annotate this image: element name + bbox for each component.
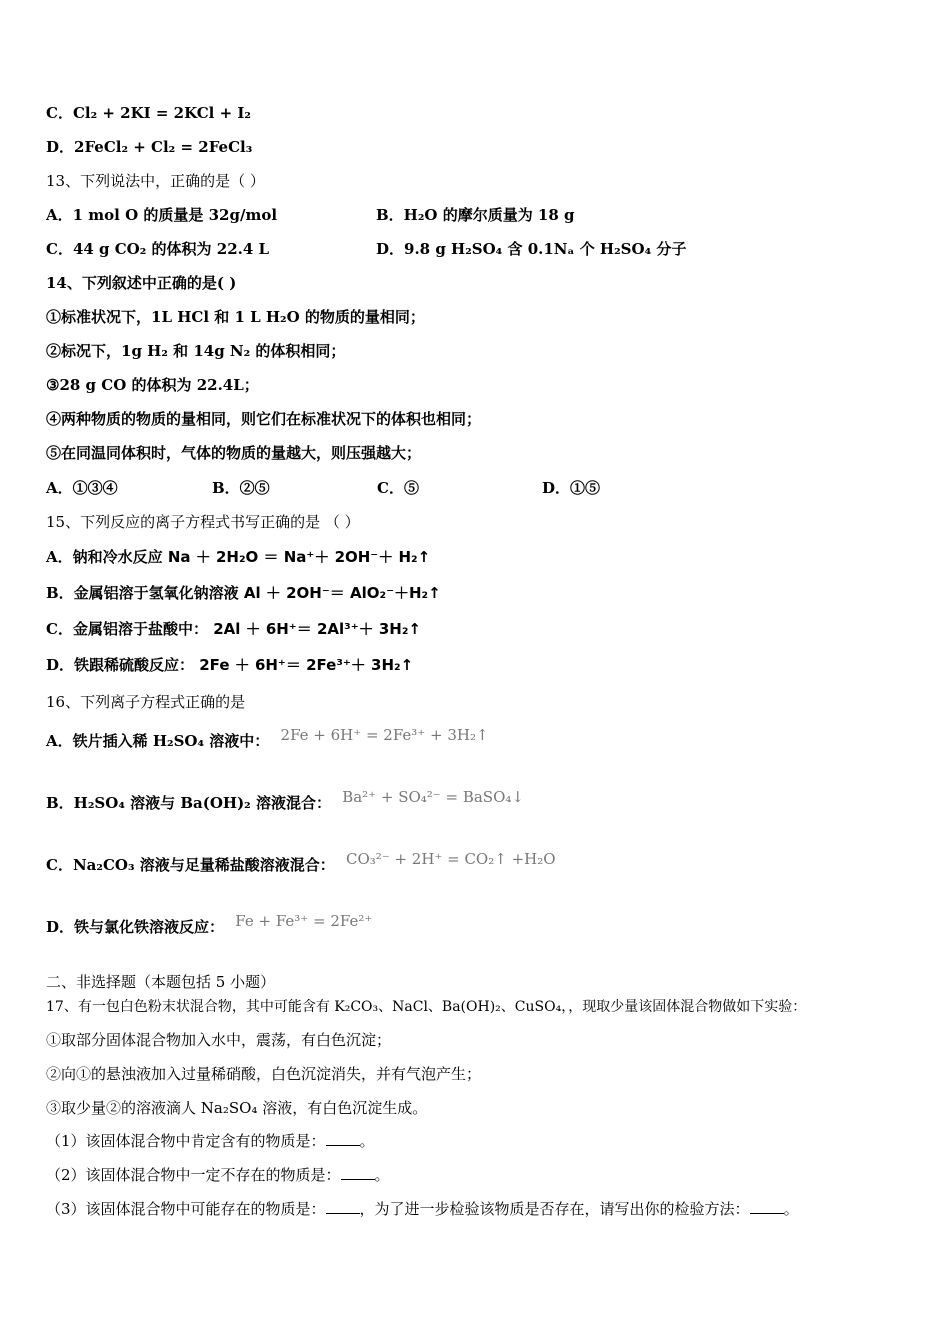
q14-option-b: B．②⑤ bbox=[212, 479, 270, 497]
q15-option-d bbox=[46, 654, 413, 676]
q16-option-b bbox=[46, 788, 524, 814]
q17-stem: 17、有一包白色粉末状混合物，其中可能含有 K₂CO₃、NaCl、Ba(OH)₂、CuSO₄，，现取少量该固体混合物做如下实验： bbox=[46, 999, 807, 1015]
q13-option-c: C．44 g CO₂ 的体积为 22.4 L bbox=[46, 240, 270, 258]
answer-blank[interactable] bbox=[326, 1131, 360, 1146]
q16-option-a-text: A．铁片插入稀 H₂SO₄ 溶液中： bbox=[46, 732, 270, 750]
q16-option-c-equation: CO₃²⁻ + 2H⁺ = CO₂↑ +H₂O bbox=[345, 850, 556, 868]
q13-option-b: B．H₂O 的摩尔质量为 18 g bbox=[376, 206, 575, 224]
q16-option-c bbox=[46, 850, 556, 876]
q14-option-d: D．①⑤ bbox=[542, 479, 601, 497]
q15-option-d-text: D．铁跟稀硫酸反应： bbox=[46, 656, 195, 674]
q15-stem: 15、下列反应的离子方程式书写正确的是 （ ） bbox=[46, 513, 360, 531]
q16-option-d bbox=[46, 912, 373, 938]
answer-blank[interactable] bbox=[326, 1199, 360, 1214]
q15-option-b-equation: Al ＋ 2OH⁻＝ AlO₂⁻＋H₂↑ bbox=[243, 584, 441, 602]
q13-option-d: D．9.8 g H₂SO₄ 含 0.1Nₐ 个 H₂SO₄ 分子 bbox=[376, 240, 687, 258]
q17-subquestion-3 bbox=[46, 1198, 799, 1220]
q14-item-3: ③28 g CO 的体积为 22.4L； bbox=[46, 376, 259, 394]
q15-option-b bbox=[46, 582, 441, 604]
q15-option-c-equation: 2Al ＋ 6H⁺＝ 2Al³⁺＋ 3H₂↑ bbox=[213, 620, 421, 638]
answer-blank[interactable] bbox=[750, 1199, 784, 1214]
q17-sub2-prompt: （2）该固体混合物中一定不存在的物质是： bbox=[46, 1166, 341, 1184]
q16-option-b-text: B．H₂SO₄ 溶液与 Ba(OH)₂ 溶液混合： bbox=[46, 794, 331, 812]
answer-blank[interactable] bbox=[341, 1165, 375, 1180]
q14-item-4: ④两种物质的物质的量相同，则它们在标准状况下的体积也相同； bbox=[46, 410, 482, 428]
q12-option-c: C．Cl₂ + 2KI = 2KCl + I₂ bbox=[46, 104, 251, 122]
q17-sub3-middle: ，为了进一步检验该物质是否存在，请写出你的检验方法： bbox=[359, 1200, 750, 1218]
q15-option-c-text: C．金属铝溶于盐酸中： bbox=[46, 620, 208, 638]
q17-sub2-end: 。 bbox=[374, 1166, 390, 1184]
q17-sub1-prompt: （1）该固体混合物中肯定含有的物质是： bbox=[46, 1132, 326, 1150]
q15-option-d-equation: 2Fe ＋ 6H⁺＝ 2Fe³⁺＋ 3H₂↑ bbox=[199, 656, 414, 674]
q14-option-a: A．①③④ bbox=[46, 479, 118, 497]
q16-option-b-equation: Ba²⁺ + SO₄²⁻ = BaSO₄↓ bbox=[342, 788, 524, 806]
q17-step-2: ②向①的悬浊液加入过量稀硝酸，白色沉淀消失，并有气泡产生； bbox=[46, 1065, 482, 1083]
q14-stem: 14、下列叙述中正确的是( ) bbox=[46, 274, 237, 292]
q17-sub3-end: 。 bbox=[783, 1200, 799, 1218]
q17-subquestion-2 bbox=[46, 1164, 390, 1186]
q16-option-a bbox=[46, 726, 489, 752]
q16-stem: 16、下列离子方程式正确的是 bbox=[46, 693, 246, 711]
q15-option-c bbox=[46, 618, 421, 640]
q16-option-d-text: D．铁与氯化铁溶液反应： bbox=[46, 918, 225, 936]
q13-stem: 13、下列说法中，正确的是（ ） bbox=[46, 172, 265, 190]
q16-option-d-equation: Fe + Fe³⁺ = 2Fe²⁺ bbox=[235, 912, 373, 930]
q17-step-1: ①取部分固体混合物加入水中，震荡，有白色沉淀； bbox=[46, 1031, 392, 1049]
q16-option-c-text: C．Na₂CO₃ 溶液与足量稀盐酸溶液混合： bbox=[46, 856, 335, 874]
q15-option-a bbox=[46, 546, 430, 568]
q17-sub3-prompt: （3）该固体混合物中可能存在的物质是： bbox=[46, 1200, 326, 1218]
q14-option-c: C．⑤ bbox=[377, 479, 419, 497]
q17-subquestion-1 bbox=[46, 1130, 375, 1152]
q14-item-2: ②标况下，1g H₂ 和 14g N₂ 的体积相同； bbox=[46, 342, 346, 360]
q15-option-b-text: B．金属铝溶于氢氧化钠溶液 bbox=[46, 584, 239, 602]
q13-options-cd bbox=[46, 238, 906, 260]
q17-sub1-end: 。 bbox=[359, 1132, 375, 1150]
section-2-heading: 二、非选择题（本题包括 5 小题） bbox=[46, 973, 276, 991]
q15-option-a-equation: Na ＋ 2H₂O ＝ Na⁺＋ 2OH⁻＋ H₂↑ bbox=[167, 548, 431, 566]
q17-step-3: ③取少量②的溶液滴人 Na₂SO₄ 溶液，有白色沉淀生成。 bbox=[46, 1099, 428, 1117]
q14-item-1: ①标准状况下，1L HCl 和 1 L H₂O 的物质的量相同； bbox=[46, 308, 425, 326]
q14-item-5: ⑤在同温同体积时，气体的物质的量越大，则压强越大； bbox=[46, 444, 422, 462]
q12-option-d: D．2FeCl₂ + Cl₂ = 2FeCl₃ bbox=[46, 138, 253, 156]
q15-option-a-text: A．钠和冷水反应 bbox=[46, 548, 163, 566]
q13-option-a: A．1 mol O 的质量是 32g/mol bbox=[46, 206, 278, 224]
q16-option-a-equation: 2Fe + 6H⁺ = 2Fe³⁺ + 3H₂↑ bbox=[280, 726, 489, 744]
q13-options-ab bbox=[46, 204, 906, 226]
